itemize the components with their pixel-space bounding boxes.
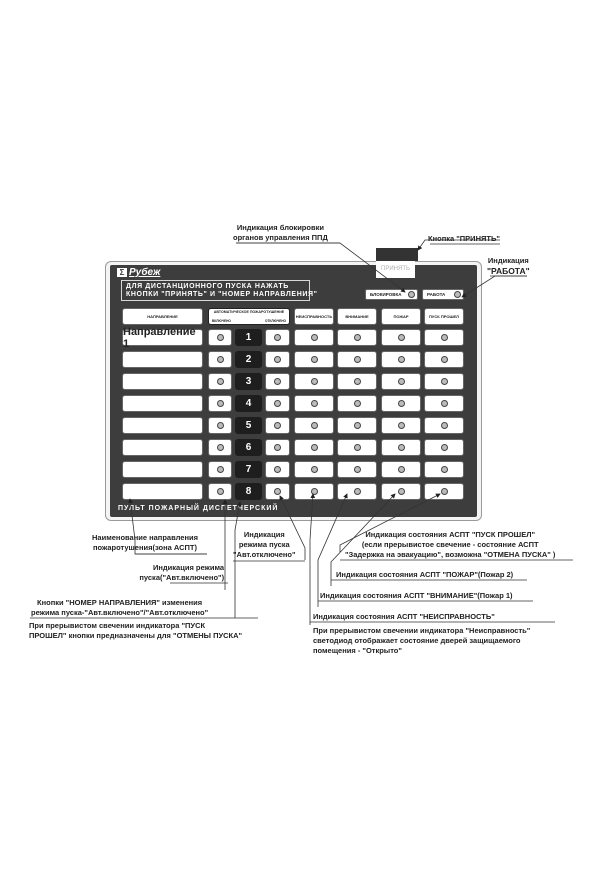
auto-off-led-icon — [274, 488, 281, 495]
annotation-cancel — [29, 621, 242, 641]
auto-on-led-cell — [208, 329, 232, 346]
work-indicator-label: РАБОТА — [427, 292, 446, 297]
fire-led-icon — [398, 444, 405, 451]
annotation-dir-name-line-2: пожаротушения(зона АСПТ) — [92, 543, 198, 552]
start-done-led-cell — [424, 417, 464, 434]
auto-on-led-cell — [208, 483, 232, 500]
direction-number-button[interactable]: 7 — [235, 461, 262, 478]
direction-number-button[interactable]: 6 — [235, 439, 262, 456]
direction-number-button[interactable]: 4 — [235, 395, 262, 412]
fault-led-icon — [311, 466, 318, 473]
direction-name-field — [122, 483, 203, 500]
instruction-line-2: КНОПКИ "ПРИНЯТЬ" И "НОМЕР НАПРАВЛЕНИЯ" — [126, 291, 318, 298]
attention-led-cell — [337, 439, 377, 456]
auto-on-led-icon — [217, 334, 224, 341]
auto-off-led-icon — [274, 466, 281, 473]
auto-on-led-icon — [217, 378, 224, 385]
attention-led-icon — [354, 466, 361, 473]
fire-led-icon — [398, 356, 405, 363]
auto-off-led-icon — [274, 334, 281, 341]
brand-mark-icon: Σ — [117, 268, 127, 277]
annotation-fault: Индикация состояния АСПТ "НЕИСПРАВНОСТЬ" — [313, 612, 495, 621]
auto-off-led-icon — [274, 400, 281, 407]
attention-led-icon — [354, 444, 361, 451]
direction-name-field — [122, 351, 203, 368]
auto-off-led-cell — [265, 417, 290, 434]
annotation-door — [313, 626, 530, 656]
annotation-attention: Индикация состояния АСПТ "ВНИМАНИЕ"(Пожар 1) — [320, 591, 513, 600]
annotation-auto-off-line-3: "Авт.отключено" — [233, 550, 296, 559]
annotation-work-line-1: Индикация — [487, 256, 529, 265]
auto-off-led-icon — [274, 444, 281, 451]
auto-on-led-icon — [217, 488, 224, 495]
annotation-number-buttons-line-2: режима пуска-"Авт.включено"/"Авт.отключено" — [31, 608, 209, 617]
fault-led-cell — [294, 439, 334, 456]
start-done-led-icon — [441, 356, 448, 363]
auto-on-led-cell — [208, 461, 232, 478]
fault-led-icon — [311, 334, 318, 341]
panel-face — [110, 265, 477, 517]
annotation-door-line-1: При прерывистом свечении индикатора "Неисправность" — [313, 626, 531, 635]
header-attention: ВНИМАНИЕ — [337, 308, 377, 325]
annotation-cancel-line-1: При прерывистом свечении индикатора "ПУСК — [29, 621, 206, 630]
fault-led-cell — [294, 461, 334, 478]
annotation-dir-name — [92, 533, 198, 553]
annotation-block-line-2: органов управления ППД — [233, 233, 328, 242]
start-done-led-cell — [424, 461, 464, 478]
header-fire: ПОЖАР — [381, 308, 421, 325]
auto-off-led-cell — [265, 461, 290, 478]
auto-on-led-icon — [217, 444, 224, 451]
annotation-block — [233, 223, 328, 243]
auto-on-led-cell — [208, 395, 232, 412]
annotation-auto-off-line-1: Индикация — [243, 530, 285, 539]
auto-on-led-cell — [208, 351, 232, 368]
accept-button-cap[interactable] — [376, 248, 418, 261]
start-done-led-cell — [424, 351, 464, 368]
header-auto-start-title: АВТОМАТИЧЕСКОЕ ПОЖАРОТУШЕНИЕ — [213, 309, 285, 314]
annotation-auto-on — [133, 563, 224, 583]
fire-led-icon — [398, 334, 405, 341]
fire-led-cell — [381, 395, 421, 412]
header-auto-off: ОТКЛЮЧЕНО — [264, 318, 286, 323]
annotation-dir-name-line-1: Наименование направления — [92, 533, 198, 542]
annotation-auto-on-line-1: Индикация режима — [153, 563, 225, 572]
fault-led-icon — [311, 378, 318, 385]
auto-off-led-cell — [265, 329, 290, 346]
block-led-icon — [408, 291, 415, 298]
fire-led-cell — [381, 461, 421, 478]
annotation-start-done-line-1: Индикация состояния АСПТ "ПУСК ПРОШЕЛ" — [365, 530, 536, 539]
auto-off-led-cell — [265, 439, 290, 456]
fire-led-cell — [381, 373, 421, 390]
auto-off-led-cell — [265, 483, 290, 500]
annotation-start-done-line-2: (если прерывистое свечение - состояние АСПТ — [361, 540, 539, 549]
annotation-block-line-1: Индикация блокировки — [236, 223, 324, 232]
fire-led-cell — [381, 439, 421, 456]
work-led-icon — [454, 291, 461, 298]
direction-name-field — [122, 417, 203, 434]
header-direction: НАПРАВЛЕНИЕ — [122, 308, 203, 325]
fault-led-cell — [294, 373, 334, 390]
fire-led-cell — [381, 417, 421, 434]
attention-led-icon — [354, 422, 361, 429]
attention-led-cell — [337, 461, 377, 478]
direction-name-field — [122, 461, 203, 478]
fire-led-icon — [398, 422, 405, 429]
fault-led-icon — [311, 422, 318, 429]
fault-led-cell — [294, 483, 334, 500]
fire-led-cell — [381, 351, 421, 368]
attention-led-cell — [337, 351, 377, 368]
start-done-led-icon — [441, 488, 448, 495]
block-indicator — [365, 289, 418, 300]
accept-button[interactable]: ПРИНЯТЬ — [376, 261, 415, 278]
annotation-number-buttons-line-1: Кнопки "НОМЕР НАПРАВЛЕНИЯ" изменения — [37, 598, 203, 607]
fault-led-icon — [311, 488, 318, 495]
annotation-number-buttons — [31, 598, 208, 618]
brand-name: Рубеж — [129, 267, 161, 278]
attention-led-icon — [354, 488, 361, 495]
auto-on-led-icon — [217, 356, 224, 363]
direction-name-field — [122, 439, 203, 456]
annotation-door-line-2: светодиод отображает состояние дверей защищаемого — [313, 636, 521, 645]
attention-led-icon — [354, 334, 361, 341]
annotation-work-line-2: "РАБОТА" — [487, 266, 530, 276]
annotation-work — [487, 256, 530, 276]
instruction-box — [121, 280, 318, 301]
attention-led-cell — [337, 395, 377, 412]
annotation-fire: Индикация состояния АСПТ "ПОЖАР"(Пожар 2) — [336, 570, 514, 579]
auto-off-led-cell — [265, 351, 290, 368]
auto-off-led-icon — [274, 356, 281, 363]
fire-led-icon — [398, 466, 405, 473]
fire-led-icon — [398, 400, 405, 407]
fault-led-icon — [311, 400, 318, 407]
auto-off-led-cell — [265, 373, 290, 390]
start-done-led-cell — [424, 329, 464, 346]
attention-led-icon — [354, 356, 361, 363]
start-done-led-icon — [441, 466, 448, 473]
direction-name-field — [122, 325, 203, 350]
attention-led-cell — [337, 417, 377, 434]
fault-led-icon — [311, 444, 318, 451]
panel-footer-title: ПУЛЬТ ПОЖАРНЫЙ ДИСПЕТЧЕРСКИЙ — [118, 505, 279, 512]
attention-led-icon — [354, 400, 361, 407]
fire-led-icon — [398, 488, 405, 495]
fault-led-cell — [294, 329, 334, 346]
annotation-start-done-line-3: "Задержка на эвакуацию", возможна "ОТМЕНА ПУСКА" ) — [345, 550, 556, 559]
header-auto-on: ВКЛЮЧЕНО — [212, 318, 231, 323]
direction-number-button[interactable]: 2 — [235, 351, 262, 368]
auto-on-led-icon — [217, 400, 224, 407]
auto-on-led-icon — [217, 466, 224, 473]
annotation-start-done — [345, 530, 555, 560]
header-auto-start — [208, 308, 290, 325]
direction-number-button[interactable]: 1 — [235, 329, 262, 346]
auto-off-led-cell — [265, 395, 290, 412]
direction-name-field — [122, 373, 203, 390]
fault-led-icon — [311, 356, 318, 363]
auto-on-led-cell — [208, 439, 232, 456]
auto-on-led-icon — [217, 422, 224, 429]
block-indicator-label: БЛОКИРОВКА — [370, 292, 402, 297]
annotation-auto-on-line-2: пуска("Авт.включено") — [139, 573, 225, 582]
start-done-led-cell — [424, 439, 464, 456]
brand-logo — [117, 267, 160, 278]
start-done-led-cell — [424, 395, 464, 412]
fault-led-cell — [294, 417, 334, 434]
annotation-cancel-line-2: ПРОШЕЛ" кнопки предназначены для "ОТМЕНЫ ПУСКА" — [29, 631, 243, 640]
fire-led-cell — [381, 329, 421, 346]
fire-led-icon — [398, 378, 405, 385]
attention-led-cell — [337, 329, 377, 346]
attention-led-cell — [337, 483, 377, 500]
start-done-led-cell — [424, 373, 464, 390]
fault-led-cell — [294, 351, 334, 368]
start-done-led-icon — [441, 400, 448, 407]
auto-off-led-icon — [274, 378, 281, 385]
start-done-led-icon — [441, 378, 448, 385]
auto-on-led-cell — [208, 373, 232, 390]
attention-led-icon — [354, 378, 361, 385]
direction-name: Направление 1 — [123, 325, 196, 350]
fire-led-cell — [381, 483, 421, 500]
start-done-led-icon — [441, 444, 448, 451]
start-done-led-icon — [441, 422, 448, 429]
annotation-accept: Кнопка "ПРИНЯТЬ" — [428, 234, 500, 243]
work-indicator — [422, 289, 464, 300]
auto-off-led-icon — [274, 422, 281, 429]
start-done-led-cell — [424, 483, 464, 500]
header-start-done: ПУСК ПРОШЕЛ — [424, 308, 464, 325]
direction-name-field — [122, 395, 203, 412]
annotation-auto-off-line-2: режима пуска — [238, 540, 290, 549]
annotation-door-line-3: помещения - "Открыто" — [313, 646, 402, 655]
header-fault: НЕИСПРАВНОСТЬ — [294, 308, 334, 325]
direction-number-button[interactable]: 5 — [235, 417, 262, 434]
instruction-line-1: ДЛЯ ДИСТАНЦИОННОГО ПУСКА НАЖАТЬ — [126, 283, 289, 290]
fault-led-cell — [294, 395, 334, 412]
annotation-auto-off — [233, 530, 296, 560]
attention-led-cell — [337, 373, 377, 390]
direction-number-button[interactable]: 3 — [235, 373, 262, 390]
start-done-led-icon — [441, 334, 448, 341]
direction-number-button[interactable]: 8 — [235, 483, 262, 500]
auto-on-led-cell — [208, 417, 232, 434]
